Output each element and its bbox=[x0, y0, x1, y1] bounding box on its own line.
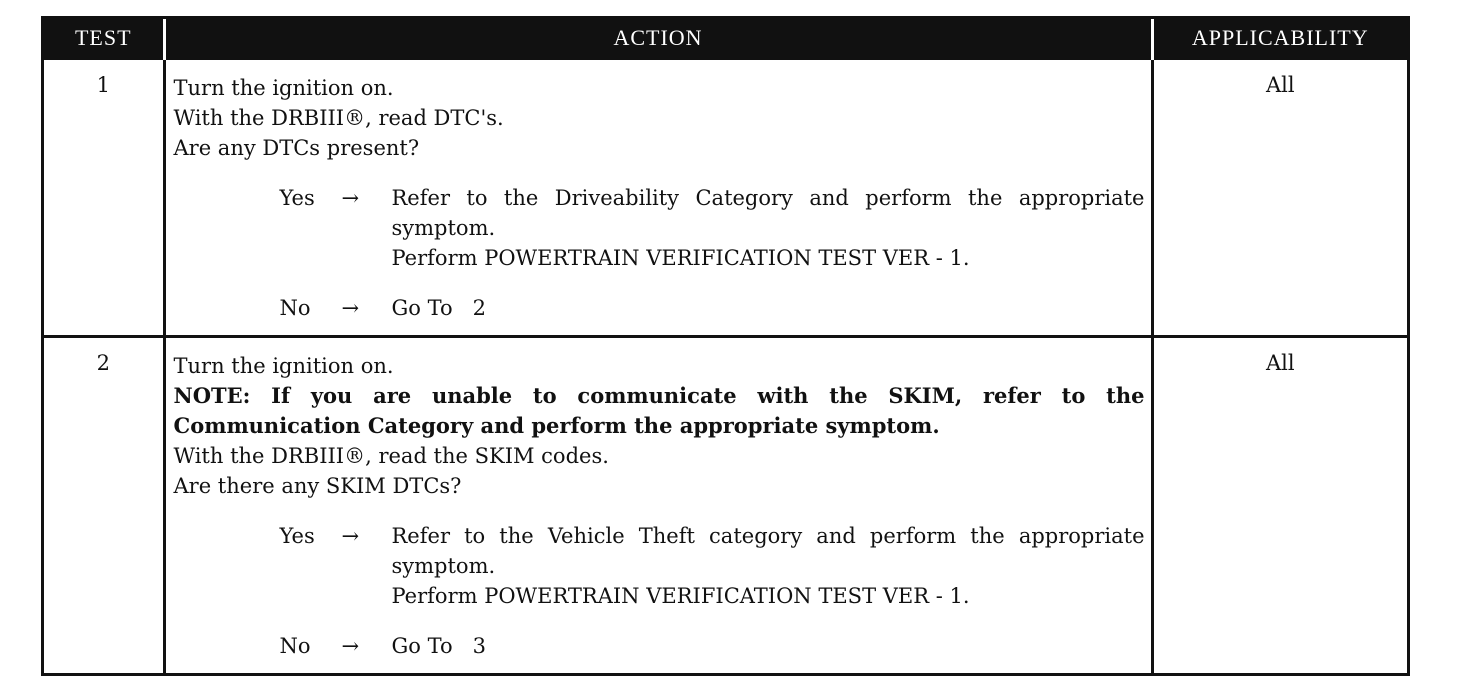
action-line: Are any DTCs present? bbox=[173, 136, 420, 160]
action-cell bbox=[164, 337, 1152, 674]
yes-text-line: symptom. bbox=[391, 216, 496, 240]
applicability-value: All bbox=[1265, 73, 1295, 97]
action-line: With the DRBIII®, read the SKIM codes. bbox=[173, 444, 609, 468]
yes-text-line: Perform POWERTRAIN VERIFICATION TEST VER - 1. bbox=[391, 584, 970, 608]
test-number: 1 bbox=[96, 73, 110, 97]
test-cell bbox=[44, 337, 164, 674]
yes-branch bbox=[174, 521, 1145, 611]
yes-branch bbox=[174, 183, 1145, 273]
yes-text bbox=[392, 521, 1145, 611]
action-cell bbox=[164, 59, 1152, 337]
yes-label: Yes bbox=[279, 524, 315, 548]
action-line: With the DRBIII®, read DTC's. bbox=[173, 106, 504, 130]
right-arrow-icon: → bbox=[341, 296, 360, 320]
no-label: No bbox=[279, 634, 311, 658]
test-number: 2 bbox=[96, 351, 110, 375]
table-row bbox=[44, 337, 1407, 674]
action-line: Turn the ignition on. bbox=[173, 76, 394, 100]
header-test: TEST bbox=[44, 19, 164, 59]
branch-list bbox=[174, 521, 1145, 661]
no-branch bbox=[174, 631, 1145, 661]
right-arrow-icon: → bbox=[341, 524, 360, 548]
table-row bbox=[44, 59, 1407, 337]
applicability-cell bbox=[1152, 337, 1407, 674]
no-text: Go To 2 bbox=[391, 296, 486, 320]
action-line: Are there any SKIM DTCs? bbox=[173, 474, 462, 498]
yes-text bbox=[392, 183, 1145, 273]
yes-text-line: Perform POWERTRAIN VERIFICATION TEST VER - 1. bbox=[391, 246, 970, 270]
note-line: Communication Category and perform the appropriate symptom. bbox=[173, 413, 940, 438]
action-line: Turn the ignition on. bbox=[173, 354, 394, 378]
test-cell bbox=[44, 59, 164, 337]
branch-list bbox=[174, 183, 1145, 323]
no-text: Go To 3 bbox=[391, 634, 486, 658]
header-applicability: APPLICABILITY bbox=[1152, 19, 1407, 59]
yes-label: Yes bbox=[279, 186, 315, 210]
right-arrow-icon: → bbox=[341, 634, 360, 658]
table-header bbox=[44, 19, 1407, 59]
yes-text-line: Refer to the Vehicle Theft category and perform the appropriate bbox=[391, 524, 1145, 548]
applicability-value: All bbox=[1265, 351, 1295, 375]
note-line: NOTE: If you are unable to communicate with the SKIM, refer to the bbox=[173, 383, 1145, 408]
no-branch bbox=[174, 293, 1145, 323]
test-table bbox=[44, 19, 1407, 673]
applicability-cell bbox=[1152, 59, 1407, 337]
yes-text-line: symptom. bbox=[391, 554, 496, 578]
diagnostic-test-table bbox=[41, 16, 1410, 676]
header-action: ACTION bbox=[164, 19, 1152, 59]
yes-text-line: Refer to the Driveability Category and perform the appropriate bbox=[391, 186, 1145, 210]
no-label: No bbox=[279, 296, 311, 320]
right-arrow-icon: → bbox=[341, 186, 360, 210]
